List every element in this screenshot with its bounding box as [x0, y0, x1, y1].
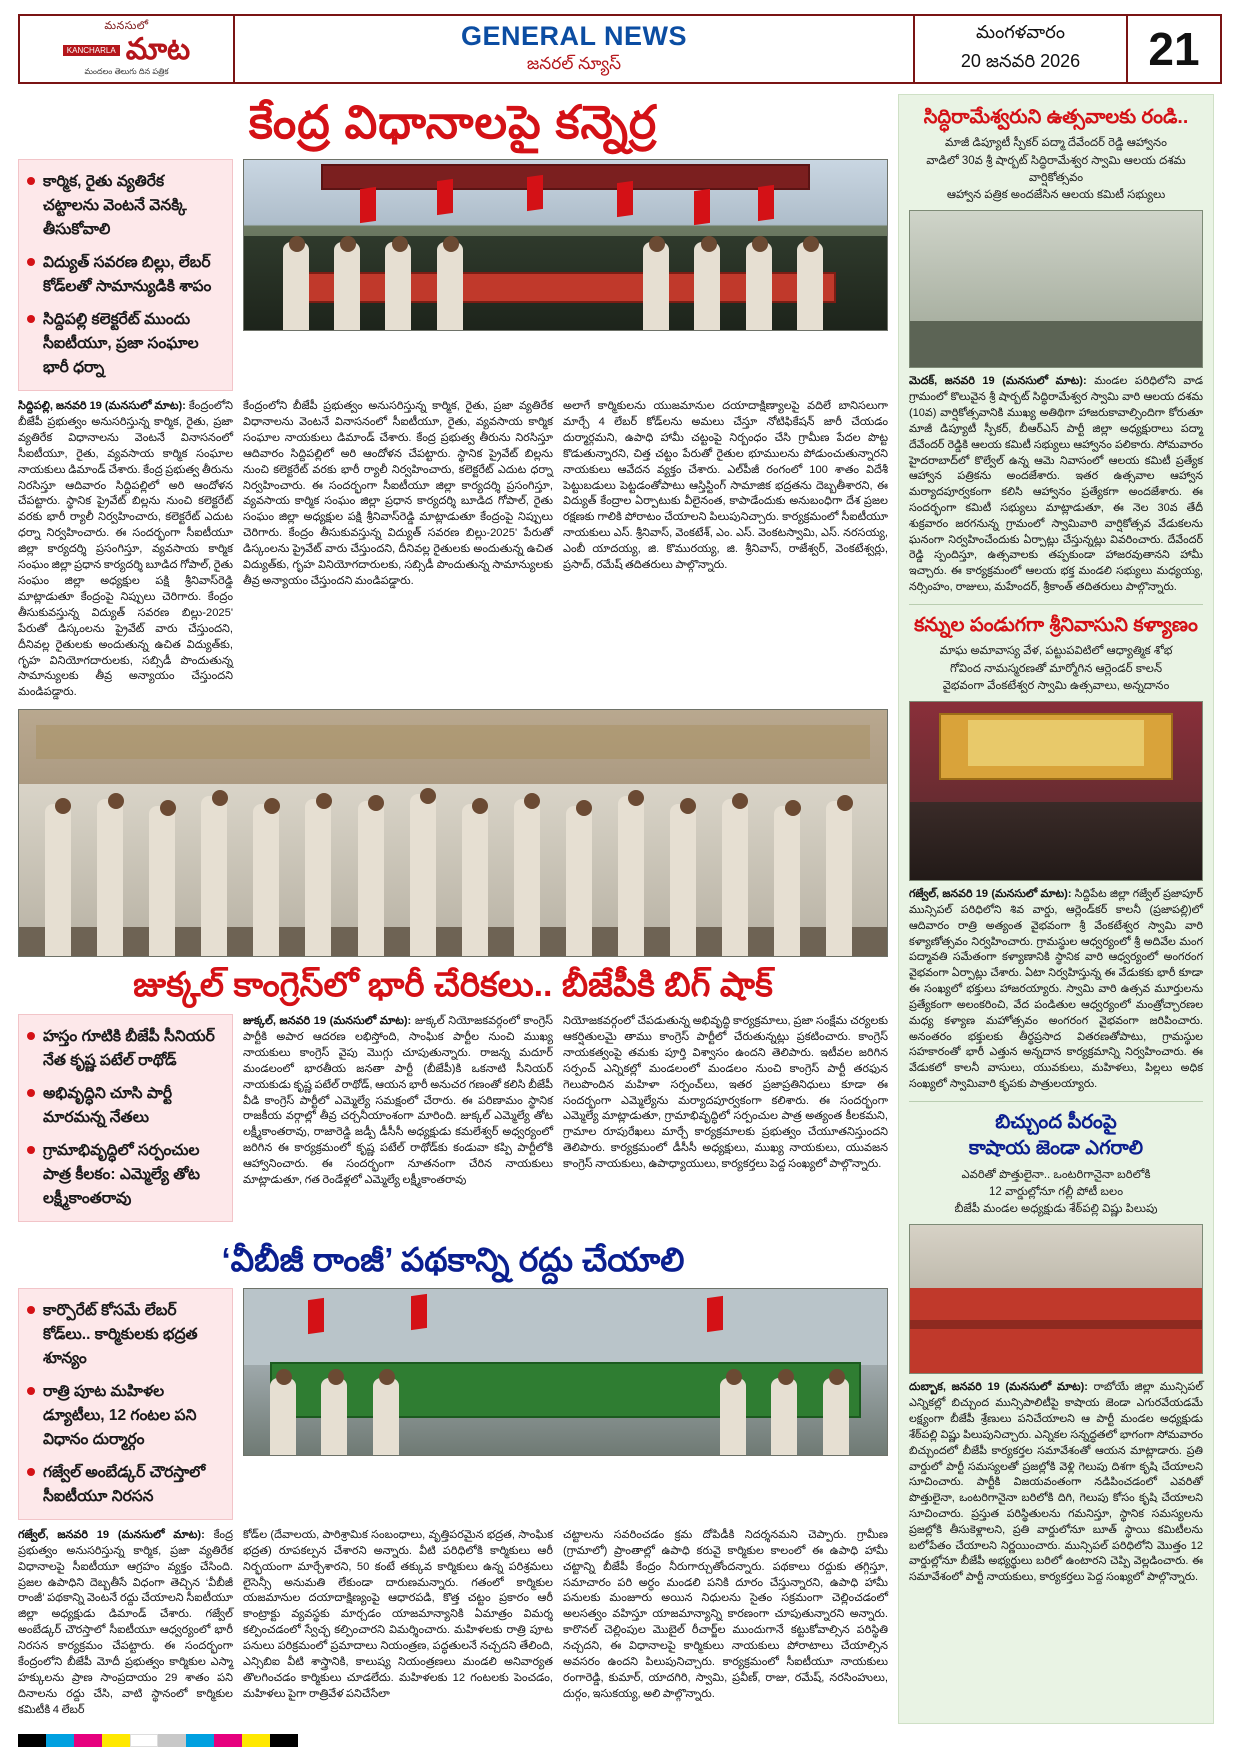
lead-column-2 — [243, 399, 553, 701]
siddharameshwara-photo — [909, 210, 1203, 368]
lead-column-1 — [18, 399, 233, 701]
logo-badge: KANCHARLA — [63, 45, 120, 56]
bichkunda-sub-1: ఎవరితో పొత్తులైనా.. ఒంటరిగానైనా బరిలోకి — [961, 1168, 1151, 1181]
date-block — [913, 16, 1128, 82]
list-item: కార్మిక, రైతు వ్యతిరేక చట్టాలను వెంటనే వెనక్కి తీసుకోవాలి — [27, 170, 222, 242]
page-number: 21 — [1148, 23, 1200, 75]
siddharameshwara-sub-2: వాడిలో 30వ శ్రీ షార్బట్ సిద్ధిరామేశ్వర స్వామి ఆలయ దశమ వార్షికోత్సవం — [926, 154, 1186, 184]
vbg-column-3 — [563, 1528, 888, 1719]
jukkal-column-2 — [563, 1014, 888, 1222]
list-item: సిద్దిపల్లి కలెక్టరేట్ ముందు సీఐటీయూ, ప్రజా సంఘాల భారీ ధర్నా — [27, 308, 222, 380]
srinivasa-text: సిద్దిపేట జిల్లా గజ్వేల్ ప్రజాపూర్ మున్సిపల్ పరిధిలోని శివ వార్డు, ఆర్లెండ్‌కర్ కాలనీ (ప్రజాపల్లి)లో ఆదివారం రాత్రి అత్యంత వైభవంగా శ్రీ వేంకటేశ్వర స్వామి వారి కళ్యాణోత్సవం నిర్వహించారు. గ్రామస్థుల ఆధ్వర్యంలో శ్రీ అదివేల మంగ పద్మావతి సమేతంగా కళ్యాణానికి స్థానిక వారి ఆధ్వర్యంలో అంగరంగ వైభవంగా ఏర్పాట్లు చేశారు. ఏటా నిర్వహిస్తున్న ఈ వేడుకకు భారీ కూడా ఈ సంఖ్యలో భక్తులు హాజరయ్యారు. స్వామి వారి ఉత్సవ మూర్తులను ప్రత్యేకంగా అలంకరించి, వేద పండితుల ఆధ్వర్యంలో మంత్రోచ్చారణల మధ్య కళ్యాణ మహోత్సవం అంగరంగ వైభవంగా జరిపించారు. అనంతరం భక్తులకు తీర్థప్రసాద వితరణతోపాటు, గ్రామస్థుల సహకారంతో భారీ ఎత్తున అన్నదాన కార్యక్రమాన్ని నిర్వహించారు. ఈ వేడుకలో కాలనీ వాసులు, యువకులు, మహిళలు, పిల్లలు అధిక సంఖ్యలో స్వామివారి కృపకు పాత్రులయ్యారు. — [909, 888, 1203, 1091]
jukkal-column-1 — [243, 1014, 553, 1222]
jukkal-congress-photo — [18, 709, 888, 957]
page-content — [18, 94, 1222, 1724]
list-item: రాత్రి పూట మహిళల డ్యూటీలు, 12 గంటల పని విధానం దుర్మార్గం — [27, 1380, 222, 1452]
siddharameshwara-body — [909, 374, 1203, 596]
lead-body-1b: కేంద్రంలోని బీజేపీ ప్రభుత్వం అనుసరిస్తున్న కార్మిక, రైతు, ప్రజా వ్యతిరేక విధానాలను వెంటనే వినాసనంలో సీఐటీయూ, రైతు, వ్యవసాయ కార్మిక సంఘాల నాయకులు డిమాండ్ చేశారు. కేంద్ర ప్రభుత్వ తీరును నిరసిస్తూ ఆదివారం సిద్దిపల్లిలో అరి ఆందోళన చేపట్టారు. స్థానిక ప్రైవేట్ బిల్లను నుంచి కలెక్టరేట్ వరకు భారీ ర్యాలీ నిర్వహించారు, కలెక్టరేట్ ఎదుట ధర్నా నిర్వహించారు. ఈ సందర్భంగా సీఐటీయూ జిల్లా కార్యదర్శి ప్రసంగిస్తూ, వ్యవసాయ కార్మిక సంఘం జిల్లా ప్రధాన కార్యదర్శి బూడిద గోపాల్, రైతు సంఘం జిల్లా అధ్యక్షుల పక్షి శ్రీనివాస్‌రెడ్డి మాట్లాడుతూ కేంద్రంపై నిప్పులు చెరిగారు. కేంద్రం తీసుకువస్తున్న విద్యుత్ సవరణ బిల్లు-2025' పేరుతో డిస్కంలను ప్రైవేట్ వారు చేస్తుందని, దీనివల్ల రైతులకు అందుతున్న ఉచిత విద్యుత్‌కు, గృహ వినియోగదారులకు, సబ్సిడీ పొందుతున్న సామాన్యులకు తీవ్ర అన్యాయం చేస్తుందని మండిపడ్డారు. — [243, 400, 554, 587]
vbg-body-2: కోడ్‌ల (దేవాలయ, పారిశ్రామిక సంబంధాలు, వృత్తిపరమైన భద్రత, సాంఘిక భద్రత) రూపకల్పన చేశారని అన్నారు. వీటి పరిధిలోకి కార్మికులు ఆరీ నిర్భయంగా మార్చేశారని, 50 కంటే తక్కువ కార్మికులు ఉన్న పరిశ్రమలు లైసెన్సీ అనుమతి లేకుండా దారుణమన్నారు. గతంలో కార్మికుల యజమానుల దయాదాక్షిణ్యంపై ఆధారపడి, కొత్త చట్టం ప్రకారం ఆరీ కాంట్రాక్టు వ్యవస్థకు మార్చడం యాజమాన్యానికి ఏమాత్రం విమర్శ కల్పించడంలో స్వేచ్ఛ కల్పించారని విమర్శించారు. మహిళలకు రాత్రి పూట పనులు పరిక్రమంలో ప్రమాదాలు నియంత్రణ, పద్ధతులనే నచ్చదని తేలింది, ఎన్సిబిఐ వీటి శాస్త్రానికి, కాలుష్య నియంత్రణలు మండలి అనివార్యత తొలగించడం కార్మికులు చూడలేదు. మహిళలకు 12 గంటలకు పెంచడం, మహిళలు పైగా రాత్రివేళ పనిచేసేలా — [243, 1528, 553, 1700]
vbg-bullets-box — [18, 1288, 233, 1520]
vbg-body-1: కేంద్ర ప్రభుత్వం అనుసరిస్తున్న కార్మిక, ప్రజా వ్యతిరేక విధానాలపై సీఐటీయూ ఆగ్రహం వ్యక్తం చేసింది. ప్రజల ఉపాధిని దెబ్బతీసే విధంగా తెచ్చిన ‘వీబీజీ రాంజీ’ పథకాన్ని వెంటనే రద్దు చేయాలని సీఐటీయూ జిల్లా అధ్యక్షుడు డిమాండ్ చేశారు. గజ్వేల్ అంబేడ్కర్ చౌరస్తాలో సీఐటీయూ ఆధ్వర్యంలో భారీ నిరసన కార్యక్రమం చేపట్టారు. ఈ సందర్భంగా కేంద్రంలోని బీజేపీ మోదీ ప్రభుత్వం కార్మికుల ఎస్మా హక్కులను ప్రాణ సాంప్రదాయం 29 శాతం పని దినాలను రద్దు చేసి, వాటి స్థానంలో కార్మికుల కమిటీకి 4 లేబర్ — [18, 1528, 233, 1716]
vbg-headline: ‘వీబీజీ రాంజీ’ పథకాన్ని రద్దు చేయాలి — [221, 1241, 685, 1279]
dateline: గజ్వేల్, జనవరి 19 (మనసులో మాట): — [18, 1528, 205, 1541]
bichkunda-sub-3: బీజేపీ మండల అధ్యక్షుడు శేఠ్‌పల్లి విష్ణు పిలుపు — [954, 1203, 1158, 1216]
list-item: కార్పొరేట్ కోసమే లేబర్ కోడ్‌లు.. కార్మికులకు భద్రత శూన్యం — [27, 1299, 222, 1371]
vbg-story-top — [18, 1288, 888, 1520]
bichkunda-photo — [909, 1224, 1203, 1374]
logo-top-text: మనసులో — [104, 20, 149, 32]
siddharameshwara-text: మండల పరిధిలోని వాడ గ్రామంలో కొలువైన శ్రీ షార్బట్ సిద్ధిరామేశ్వర స్వామి వారి ఆలయ దశమ (10వ) వార్షికోత్సవానికి ముఖ్య అతిథిగా హాజరుకావాల్సిందిగా కోరుతూ మాజీ డిప్యూటీ స్పీకర్, బీఆర్ఎస్ పార్టీ జిల్లా అధ్యక్షురాలు పద్మా దేవేందర్ రెడ్డికి ఆలయ కమిటీ సభ్యులు ఆహ్వానం పలికారు. సోమవారం హైదరాబాద్‌లో కొల్వేల్ ఉన్న ఆమె నివాసంలో ఆలయ కమిటీ ప్రత్యేక ఆహ్వాన పత్రికను అందజేశారు. ఇతర ఉత్సవాల ఆహ్వాన మర్యాదపూర్వకంగా కలిసి ఆహ్వానం ప్రత్యేకగా అందజేశారు. ఈ సందర్భంగా కమిటీ సభ్యులు మాట్లాడుతూ, ఈ నెల 30వ తేదీ శుక్రవారం జరగనున్న గ్రామంలో స్వామివారి వార్షికోత్సవ వేడుకలను ఘనంగా నిర్వహించేందుకు ఏర్పాట్లు చేస్తున్నట్లు వివరించారు. దేవేందర్ రెడ్డి స్పందిస్తూ, ఉత్సవాలకు తప్పకుండా హాజరవుతానని హామీ ఇచ్చారు. ఈ కార్యక్రమంలో ఆలయ భక్త మండలి సభ్యులు మధ్యయ్య, నర్సింహం, రాజులు, మహేందర్, శ్రీకాంత్ తదితరులు పాల్గొన్నారు. — [909, 375, 1203, 594]
divider — [909, 1101, 1203, 1102]
masthead — [18, 14, 1222, 84]
vbg-column-1 — [18, 1528, 233, 1719]
bichkunda-headline-1: బిచ్చుంద పీరంపై — [995, 1110, 1117, 1133]
list-item: హస్తం గూటికి బీజేపీ సీనియర్ నేత కృష్ణ పటేల్ రాథోడ్ — [27, 1025, 222, 1073]
jukkal-body-1: జుక్కల్ నియోజకవర్గంలో కాంగ్రెస్ పార్టీకి అపార ఆదరణ లభిస్తోంది, సాంఘిక పార్టీల నుంచి ముఖ్య నాయకులు కాంగ్రెస్ వైపు మొగ్గు చూపుతున్నారు. రాజన్న మదూర్ మండలంలో భారతీయ జనతా పార్టీ (బీజేపీ)కి ఒకనాటి సీనియర్ నాయకుడు కృష్ణ పటేల్ రాథోడ్, ఆయన భారీ అనుచర గణంతో కలిసి బీజేపీ వీడి కాంగ్రెస్ పార్టీలో ఎమ్మెల్యే సమక్షంలో చేరారు. ఈ పరిణామం స్థానిక రాజకీయ వర్గాల్లో తీవ్ర చర్చనీయాంశంగా మారింది. జుక్కల్ ఎమ్మెల్యే తోట లక్ష్మీకాంతరావు, రాజారెడ్డి జడ్పీ డీసీసీ అధ్యక్షుడు కమలేశ్వర్ అధ్వర్యంలో జరిగిన ఈ కార్యక్రమంలో కృష్ణ పటేల్ రాథోడ్‌కు కండువా కప్పి పార్టీలోకి ఆహ్వానించారు. ఈ సందర్భంగా నూతనంగా చేరిన నాయకులు మాట్లాడుతూ, గత రెండేళ్లలో ఎమ్మెల్యే లక్ష్మీకాంతరావు — [243, 1015, 553, 1187]
srinivasa-sub-2: గోవింద నామస్మరణతో మార్మోగిన ఆర్లెండర్ కాలన్ — [949, 662, 1163, 675]
section-title-telugu: జనరల్ న్యూస్ — [526, 53, 622, 73]
printer-color-bar — [18, 1734, 298, 1747]
lead-bullets-box — [18, 159, 233, 391]
list-item: విద్యుత్ సవరణ బిల్లు, లేబర్ కోడ్‌లతో సామాన్యుడికి శాపం — [27, 251, 222, 299]
jukkal-headline: జుక్కల్ కాంగ్రెస్‌లో భారీ చేరికలు.. బీజేపీకి బిగ్ షాక్ — [133, 966, 773, 1005]
masthead-logo — [20, 16, 235, 82]
lead-story-top — [18, 159, 888, 391]
divider — [909, 604, 1203, 605]
lead-body-1: కేంద్రంలోని బీజేపీ ప్రభుత్వం అనుసరిస్తున్న కార్మిక, రైతు, ప్రజా వ్యతిరేక విధానాలను వెంటనే వినాసనంలో సీఐటీయూ, రైతు, వ్యవసాయ కార్మిక సంఘాల నాయకులు డిమాండ్ చేశారు. కేంద్ర ప్రభుత్వ తీరును నిరసిస్తూ ఆదివారం సిద్దిపల్లిలో అరి ఆందోళన చేపట్టారు. స్థానిక ప్రైవేట్ బిల్లను నుంచి కలెక్టరేట్ వరకు భారీ ర్యాలీ నిర్వహించారు, కలెక్టరేట్ ఎదుట ధర్నా నిర్వహించారు. ఈ సందర్భంగా సీఐటీయూ జిల్లా కార్యదర్శి ప్రసంగిస్తూ, వ్యవసాయ కార్మిక సంఘం జిల్లా ప్రధాన కార్యదర్శి బూడిద గోపాల్, రైతు సంఘం జిల్లా అధ్యక్షుల పక్షి శ్రీనివాస్‌రెడ్డి మాట్లాడుతూ కేంద్రంపై నిప్పులు చెరిగారు. కేంద్రం తీసుకువస్తున్న విద్యుత్ సవరణ బిల్లు-2025' పేరుతో డిస్కంలను ప్రైవేట్ వారు చేస్తుందని, దీనివల్ల రైతులకు అందుతున్న ఉచిత విద్యుత్‌కు, గృహ వినియోగదారులకు, సబ్సిడీ పొందుతున్న సామాన్యులకు తీవ్ర అన్యాయం చేస్తుందని మండిపడ్డారు. — [18, 400, 233, 699]
jukkal-story — [18, 1014, 888, 1222]
logo-tagline: మందలం తెలుగు దిన పత్రిక — [84, 67, 169, 76]
lead-photo — [243, 159, 888, 391]
dateline: మెదక్, జనవరి 19 (మనసులో మాట): — [909, 375, 1087, 388]
vbg-column-2 — [243, 1528, 553, 1719]
vbg-story-text — [18, 1528, 888, 1719]
main-column — [18, 94, 888, 1724]
bichkunda-headline-2: కాషాయ జెండా ఎగరాలి — [968, 1137, 1144, 1160]
section-title — [235, 16, 913, 82]
siddharameshwara-sub-1: మాజీ డిప్యూటీ స్పీకర్ పద్మా దేవేందర్ రెడ్డి ఆహ్వానం — [945, 137, 1167, 150]
list-item: గ్రామాభివృద్ధిలో సర్పంచుల పాత్ర కీలకం: ఎమ్మెల్యే తోట లక్ష్మీకాంతరావు — [27, 1139, 222, 1211]
date-label: 20 జనవరి 2026 — [960, 51, 1081, 71]
sidebar-column — [898, 94, 1214, 1724]
weekday-label: మంగళవారం — [976, 22, 1065, 42]
lead-headline: కేంద్ర విధానాలపై కన్నెర్ర — [248, 96, 658, 148]
section-title-english: GENERAL NEWS — [460, 20, 688, 51]
siddharameshwara-headline: సిద్ధిరామేశ్వరుని ఉత్సవాలకు రండి.. — [923, 106, 1189, 128]
list-item: అభివృద్ధిని చూసి పార్టీ మారమన్న నేతలు — [27, 1082, 222, 1130]
list-item: గజ్వేల్ అంబేడ్కర్ చౌరస్తాలో సీఐటీయూ నిరసన — [27, 1461, 222, 1509]
jukkal-bullets-box — [18, 1014, 233, 1222]
srinivasa-kalyanam-photo — [909, 701, 1203, 881]
lead-body-2: అలాగే కార్మికులను యుజమానుల దయాదాక్షిణ్యాలపై వదిలే బానిసలుగా మార్చే 4 లేబర్ కోడ్‌లను అమలు చేస్తూ నోటిఫికేషన్ జారీ చేయడం దుర్మార్గమని, ఉపాధి హామీ చట్టంపై నిర్బంధం చేసి గ్రామీణ పేదల పొట్ట కొడుతున్నారని, చిత్త చట్టం పేరుతో రైతుల భూములను పోడుంచుతున్నారని నాయకులు ఆవేదన వ్యక్తం చేశారు. ఎల్‌పీజీ రంగంలో 100 శాతం విదేశీ పెట్టుబడులు పెట్టడంతోపాటు ఆస్తిస్టింగ్ సామాజిక భద్రతను దెబ్బతీశారని, ఈ విద్యుత్ కేంద్రాల ఏర్పాటుకు వీలైనంత, కాపాడేందుకు అనుబంధిగా దేశ ప్రజల రక్షణకు గాలికి పోరాటం చేయాలని పిలుపునిచ్చారు. కార్యక్రమంలో సీఐటీయూ నాయకులు ఎస్. శ్రీనివాస్, వెంకటేశ్, ఎం. ఎస్. వెంకటస్వామి, ఎస్. నరసయ్య, ఎంబీ యాదయ్య, జి. కొమురయ్య, జి. శ్రీనివాస్, రాజేశ్వర్, వెంకటేశ్వర్లు, ప్రసాద్, రమేష్ తదితరులు పాల్గొన్నారు. — [563, 400, 888, 572]
dateline: జుక్కల్, జనవరి 19 (మనసులో మాట): — [243, 1015, 412, 1028]
logo-main-text: మాట — [125, 33, 191, 66]
bichkunda-text: రాబోయే జిల్లా మున్సిపల్ ఎన్నికల్లో బిచ్చుంద మున్సిపాలిటీపై కాషాయ జెండా ఎగురవేయడమే లక్ష్యంగా బీజేపీ శ్రేణులు పనిచేయాలని ఆ పార్టీ మండల అధ్యక్షుడు శేఠ్‌పల్లి విష్ణు పిలుపునిచ్చారు. ఎన్నికల సన్నద్ధతలో భాగంగా సోమవారం బిచ్చుందలో బీజేపీ కార్యకర్తల సమావేశంతో ఆయన మాట్లాడారు. ప్రతి వార్డులో పార్టీ సమస్యలతో ప్రజల్లోకి వెళ్లి గెలుపు దిశగా కృషి చేయాలని సూచించారు. పార్టీకి విజయవంతంగా నడిపించడంలో ఎవరితో పొత్తులైనా, ఒంటరిగానైనా బరిలోకి దిగి, గెలుపు కోసం కృషి చేయాలని సూచించారు. ప్రస్తుత పరిస్థితులను గమనిస్తూ, స్థానిక సమస్యలను ప్రజల్లోకి తీసుకెళ్లాలని, ప్రతి వార్డులోనూ బూత్ స్థాయి కమిటీలను బలోపేతం చేయాలని నిర్ణయించారు. మున్సిపల్ పరిధిలోని మొత్తం 12 వార్డుల్లోనూ బీజేపీ అభ్యర్థులు బరిలో ఉంటారని చెప్పి వెల్లడించారు. ఈ సమావేశంలో పార్టీ నాయకులు, కార్యకర్తలు పెద్ద సంఖ్యలో పాల్గొన్నారు. — [909, 1381, 1203, 1584]
vbg-photo — [243, 1288, 888, 1520]
srinivasa-kalyanam-headline: కన్నుల పండుగగా శ్రీనివాసుని కళ్యాణం — [914, 613, 1198, 636]
srinivasa-sub-3: వైభవంగా వేంకటేశ్వర స్వామి ఉత్సవాలు, అన్నదానం — [942, 679, 1170, 692]
dateline: సిద్దిపల్లి, జనవరి 19 (మనసులో మాట): — [18, 400, 186, 413]
srinivasa-sub-1: మాఘ అమావాస్య వేళ, పట్టుపవిటిలో ఆధ్యాత్మిక శోభ — [939, 645, 1173, 658]
vbg-body-3: చట్టాలను సవరించడం క్రమ దోపిడీకి నిదర్శనమని చెప్పారు. గ్రామీణ (గ్రామాలో) ప్రాంతాల్లో ఉపాధి కరువై కార్మికుల కాలంలో ఈ ఉపాధి హామీ చట్టాన్ని బీజేపీ కేంద్రం నీరుగార్చుతోందన్నారు. పథకాలు రద్దుకు తగ్గిస్తూ, సమాచారం పరి అర్ధం మండలి పనికి దూరం చేస్తున్నారని, ఉపాధి హామీ పనులకు మంజూరు అయిన నిధులను సైతం సక్రమంగా చెల్లించడంలో అలసత్వం వహిస్తూ యాజమాన్యాన్ని కారణంగా చూపుతున్నారని అన్నారు. కారొనల్ చెల్లింపుల మొబైల్ రీచార్జ్‌ల ముందుగానే కట్టుకోవాల్సిన పరిస్థితి నచ్చదని, ఈ విధానాలపై కార్మికులు నాయకులు పోరాటాలు చేయాల్సిన అవసరం ఉందని పిలుపునిచ్చారు. కార్యక్రమంలో సీఐటీయూ నాయకులు రంగారెడ్డి, కుమార్, యాదగిరి, స్వామి, ప్రవీణ్, రాజు, రమేష్, నరసింహులు, దుర్గం, ఇసుకయ్య, అలి పాల్గొన్నారు. — [563, 1528, 888, 1700]
bichkunda-sub-2: 12 వార్డుల్లోనూ గల్లీ పోటీ బలం — [988, 1185, 1124, 1198]
lead-story-text — [18, 399, 888, 701]
dateline: దుబ్బాక, జనవరి 19 (మనసులో మాట): — [909, 1381, 1088, 1394]
siddharameshwara-sub-3: ఆహ్వాన పత్రిక అందజేసిన ఆలయ కమిటీ సభ్యులు — [946, 189, 1166, 202]
jukkal-body-2: నియోజకవర్గంలో చేపడుతున్న అభివృద్ధి కార్యక్రమాలు, ప్రజా సంక్షేమ చర్యలకు ఆకర్షితులమై తాము కాంగ్రెస్ పార్టీలో చేరుతున్నట్లు ప్రకటించారు. కాంగ్రెస్ నాయకత్వంపై తమకు పూర్తి విశ్వాసం ఉందని తెలిపారు. ఇటీవల జరిగిన సర్పంచ్ ఎన్నికల్లో మండలంలో మండలం నుంచి కాంగ్రెస్ పార్టీ తరఫున గెలుపొందిన మహిళా సర్పంచ్‌లు, ఇతర ప్రజాప్రతినిధులు కూడా ఈ సందర్భంగా ఎమ్మెల్యేను మర్యాదపూర్వకంగా కలిశారు. ఈ సందర్భంగా ఎమ్మెల్యే మాట్లాడుతూ, గ్రామాభివృద్ధిలో సర్పంచుల పాత్ర అత్యంత కీలకమని, గ్రామాల రూపురేఖలు మార్చే కార్యక్రమాలకు ప్రభుత్వం చేయూతనిస్తుందని తెలిపారు. కార్యక్రమంలో డీసీసీ అధ్యక్షులు, ముఖ్య నాయకులు, యువజన కాంగ్రెస్ నాయకులు, ఉపాధ్యాయులు, కార్యకర్తలు పెద్ద సంఖ్యలో పాల్గొన్నారు. — [563, 1015, 888, 1171]
lead-column-3 — [563, 399, 888, 701]
bichkunda-body — [909, 1380, 1203, 1586]
dateline: గజ్వేల్, జనవరి 19 (మనసులో మాట): — [909, 888, 1072, 901]
srinivasa-body — [909, 887, 1203, 1093]
